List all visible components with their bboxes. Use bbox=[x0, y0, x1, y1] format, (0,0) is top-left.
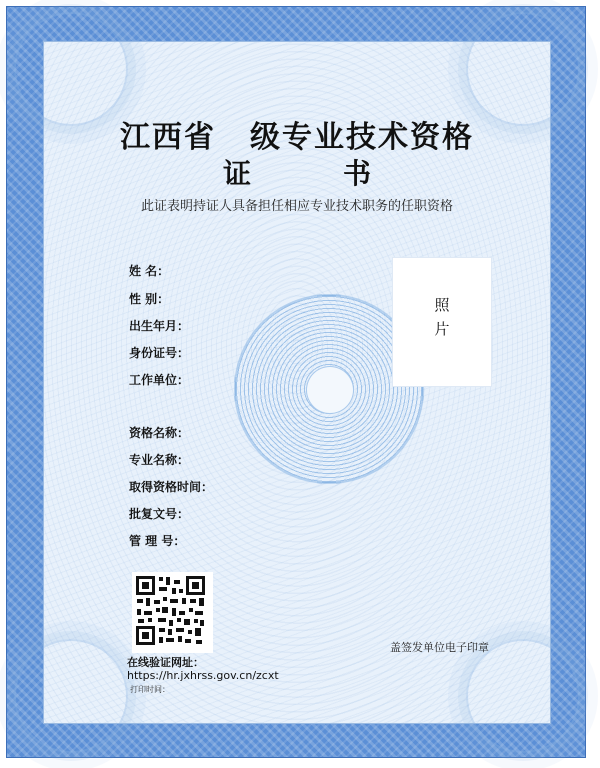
seal-label: 盖签发单位电子印章 bbox=[390, 641, 489, 654]
field-gender: 性 别： bbox=[129, 292, 170, 306]
field-id-number: 身份证号： bbox=[129, 346, 190, 360]
field-qualification-name: 资格名称： bbox=[129, 426, 190, 440]
photo-label-line1: 照 bbox=[434, 296, 450, 314]
guilloche-corner-bottom-right bbox=[466, 639, 580, 753]
qr-code-icon bbox=[132, 572, 213, 653]
title-right: 级专业技术资格 bbox=[250, 120, 474, 155]
guilloche-corner-bottom-left bbox=[14, 639, 128, 753]
field-birth: 出生年月： bbox=[129, 319, 190, 333]
certificate-body bbox=[43, 41, 551, 724]
field-management-number: 管 理 号： bbox=[129, 534, 186, 548]
certificate-title bbox=[44, 112, 550, 156]
guilloche-corner-top-left bbox=[14, 12, 128, 126]
certificate-statement: 此证表明持证人具备担任相应专业技术职务的任职资格 bbox=[140, 199, 453, 214]
title-left: 江西省 bbox=[120, 120, 216, 155]
photo-placeholder bbox=[392, 257, 492, 387]
guilloche-corner-top-right bbox=[466, 12, 580, 126]
verify-url[interactable]: https://hr.jxhrss.gov.cn/zcxt bbox=[127, 669, 279, 682]
certificate-subtitle bbox=[44, 152, 550, 192]
verify-label: 在线验证网址： bbox=[127, 656, 204, 669]
photo-label-line2: 片 bbox=[434, 320, 450, 338]
field-specialty-name: 专业名称： bbox=[129, 453, 190, 467]
field-obtain-time: 取得资格时间： bbox=[129, 480, 214, 494]
field-name: 姓 名： bbox=[129, 264, 170, 278]
certificate-border bbox=[6, 6, 586, 758]
field-employer: 工作单位： bbox=[129, 373, 190, 387]
subtitle-left: 证 bbox=[222, 157, 251, 190]
field-approval-number: 批复文号： bbox=[129, 507, 190, 521]
subtitle-right: 书 bbox=[343, 157, 372, 190]
print-time-label: 打印时间： bbox=[130, 685, 170, 694]
